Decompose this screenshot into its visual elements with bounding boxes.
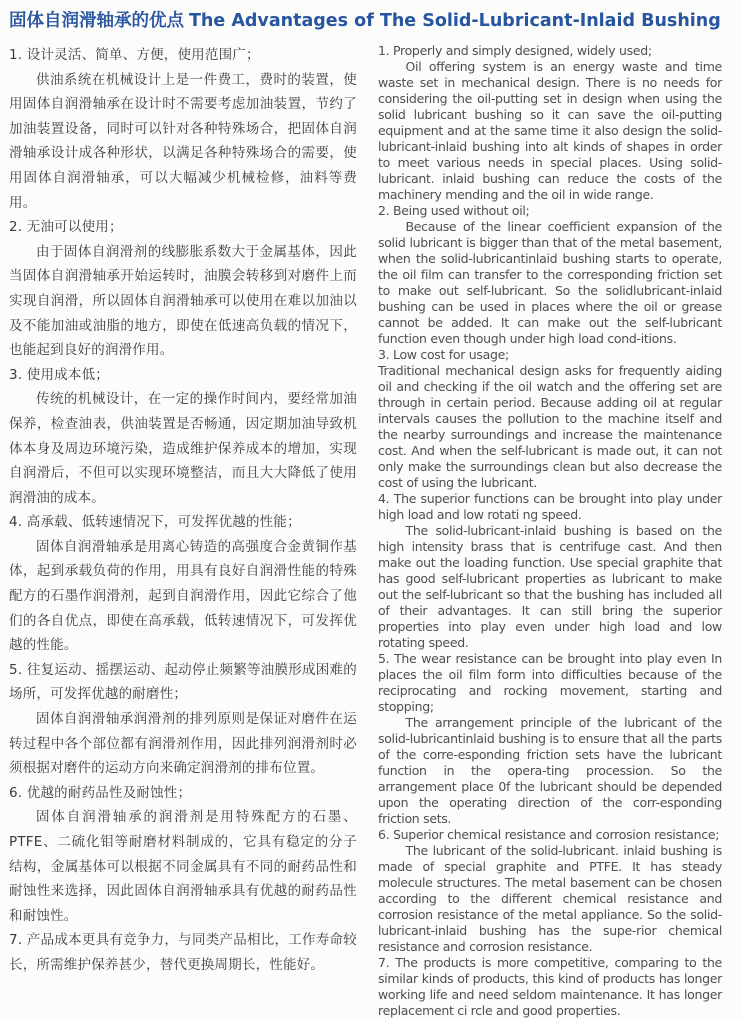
section-body: 固体自润滑轴承润滑剂的排列原则是保证对磨件在运转过程中各个部位都有润滑剂作用，因此排列润滑剂时必须根据对磨件的运动方向来确定润滑剂的排布位置。 (9, 711, 357, 777)
section-heading: 7. The products is more competitive, comparing to the similar kinds of products, this kind of products has longer working life and need seldom maintenance. It has longer replacement ci rcle and good properties. (378, 955, 722, 1018)
section-heading: 3. 使用成本低； (9, 366, 109, 383)
section-body: Oil offering system is an energy waste and time waste set in mechanical design. There is no needs for considering the oil-putting set in design when using the solid lubricant bushing so it can save the oil-putting equipment and at the same time it also design the solid-lubricant-inlaid bushing into alt kinds of shapes in order to meet various needs in special places. Using solid-lubricant. inlaid bushing can reduce the costs of the machinery mending and the oil in wide range. (378, 59, 722, 202)
section-en-1 (378, 43, 722, 203)
section-heading: 4. 高承载、低转速情况下，可发挥优越的性能； (9, 514, 301, 531)
section-heading: 2. 无油可以使用； (9, 219, 123, 236)
section-heading: 4. The superior functions can be brought into play under high load and low rotati ng speed. (378, 491, 722, 522)
english-column (378, 43, 722, 1019)
section-en-7 (378, 955, 722, 1019)
section-body: 固体自润滑轴承的润滑剂是用特殊配方的石墨、PTFE、二硫化钼等耐磨材料制成的，它具有稳定的分子结构，金属基体可以根据不同金属具有不同的耐药品性和耐蚀性来选择，因此固体自润滑轴承具有优越的耐药品性和耐蚀性。 (9, 809, 357, 924)
section-body: 由于固体自润滑剂的线膨胀系数大于金属基体，因此当固体自润滑轴承开始运转时，油膜会转移到对磨件上而实现自润滑，所以固体自润滑轴承可以使用在难以加油以及不能加油或油脂的地方，即使在低速高负载的情况下，也能起到良好的润滑作用。 (9, 243, 357, 359)
section-zh-6 (9, 781, 357, 929)
section-en-2 (378, 203, 722, 347)
chinese-column (9, 43, 357, 978)
two-column-body (9, 43, 732, 1019)
section-zh-1 (9, 43, 357, 215)
section-body: 固体自润滑轴承是用离心铸造的高强度合金黄铜作基体，起到承载负荷的作用，用具有良好自润滑性能的特殊配方的石墨作润滑剂，起到自润滑作用，因此它综合了他们的各自优点，即使在高承载，低转速情况下，可发挥优越的性能。 (9, 538, 357, 654)
section-heading: 7. 产品成本更具有竞争力，与同类产品相比，工作寿命较长，所需维护保养甚少，替代更换周期长，性能好。 (9, 932, 357, 973)
section-zh-4 (9, 510, 357, 658)
page-title (9, 10, 732, 32)
section-zh-3 (9, 363, 357, 511)
section-heading: 5. 往复运动、摇摆运动、起动停止频繁等油膜形成困难的场所，可发挥优越的耐磨性； (9, 661, 357, 703)
page-title-english: The Advantages of The Solid-Lubricant-Inlaid Bushing (189, 11, 721, 31)
section-heading: 3. Low cost for usage; (378, 347, 509, 362)
section-body: Because of the linear coefficient expansion of the solid lubricant is bigger than that of the metal basement, when the solid-lubricantinlaid bushing starts to operate, the oil film can transfer to the corresponding friction set to make out self-lubricant. So the solidlubricant-inlaid bushing can be used in places where the oil or grease cannot be added. It can make out the self-lubricant function even though under high load cond-itions. (378, 219, 722, 346)
section-body: The solid-lubricant-inlaid bushing is based on the high intensity brass that is centrifuge cast. And then make out the loading function. Use special graphite that has good self-lubricant properties as lubricant to make out the self-lubricant so that the bushing has included all of their advantages. It can still bring the superior properties into play even under high load and low rotating speed. (378, 523, 722, 650)
section-body: 传统的机械设计，在一定的操作时间内，要经常加油保养，检查油表，供油装置是否畅通，因定期加油导致机体本身及周边环境污染，造成维护保养成本的增加，实现自润滑后，不但可以实现环境整洁，而且大大降低了使用润滑油的成本。 (9, 391, 357, 506)
section-en-6 (378, 827, 722, 955)
page-title-chinese: 固体自润滑轴承的优点 (9, 11, 184, 31)
section-body: The arrangement principle of the lubricant of the solid-lubricantinlaid bushing is to ensure that all the parts of the corre-esponding friction sets have the lubricant function in the opera-ting procession. So the arrangement place 0f the lubricant should be depended upon the operating direction of the corr-esponding friction sets. (378, 715, 722, 826)
section-zh-7 (9, 928, 357, 977)
section-body: The lubricant of the solid-lubricant. inlaid bushing is made of special graphite and PTFE. It has steady molecule structures. The metal basement can be chosen according to the different chemical resistance and corrosion resistance of the metal appliance. So the solid-lubricant-inlaid bushing has the supe-rior chemical resistance and corrosion resistance. (378, 843, 722, 954)
section-body: 供油系统在机械设计上是一件费工，费时的装置，使用固体自润滑轴承在设计时不需要考虑加油装置，节约了加油装置设备，同时可以针对各种特殊场合，把固体自润滑轴承设计成各种形状，以满足各种特殊场合的需要，使用固体自润滑轴承，可以大幅减少机械检修，油料等费用。 (9, 71, 357, 211)
section-heading: 5. The wear resistance can be brought into play even In places the oil film form into difficulties because of the reciprocating and rocking movement, starting and stopping; (378, 651, 722, 714)
section-en-3 (378, 347, 722, 491)
section-zh-2 (9, 215, 357, 363)
section-zh-5 (9, 658, 357, 781)
section-en-4 (378, 491, 722, 651)
section-body: Traditional mechanical design asks for frequently aiding oil and checking if the oil watch and the offering set are through in certain period. Because adding oil at regular intervals causes the pollution to the machine itself and the nearby surroundings and increase the maintenance cost. And when the self-lubricant is made out, it can not only make the surroundings clean but also decrease the cost of using the lubricant. (378, 363, 722, 490)
section-heading: 2. Being used without oil; (378, 203, 530, 218)
section-heading: 6. 优越的耐药品性及耐蚀性； (9, 784, 192, 801)
section-en-5 (378, 651, 722, 827)
section-heading: 1. Properly and simply designed, widely used; (378, 43, 652, 58)
section-heading: 1. 设计灵活、简单、方便，使用范围广； (9, 47, 260, 63)
section-heading: 6. Superior chemical resistance and corrosion resistance; (378, 827, 720, 842)
